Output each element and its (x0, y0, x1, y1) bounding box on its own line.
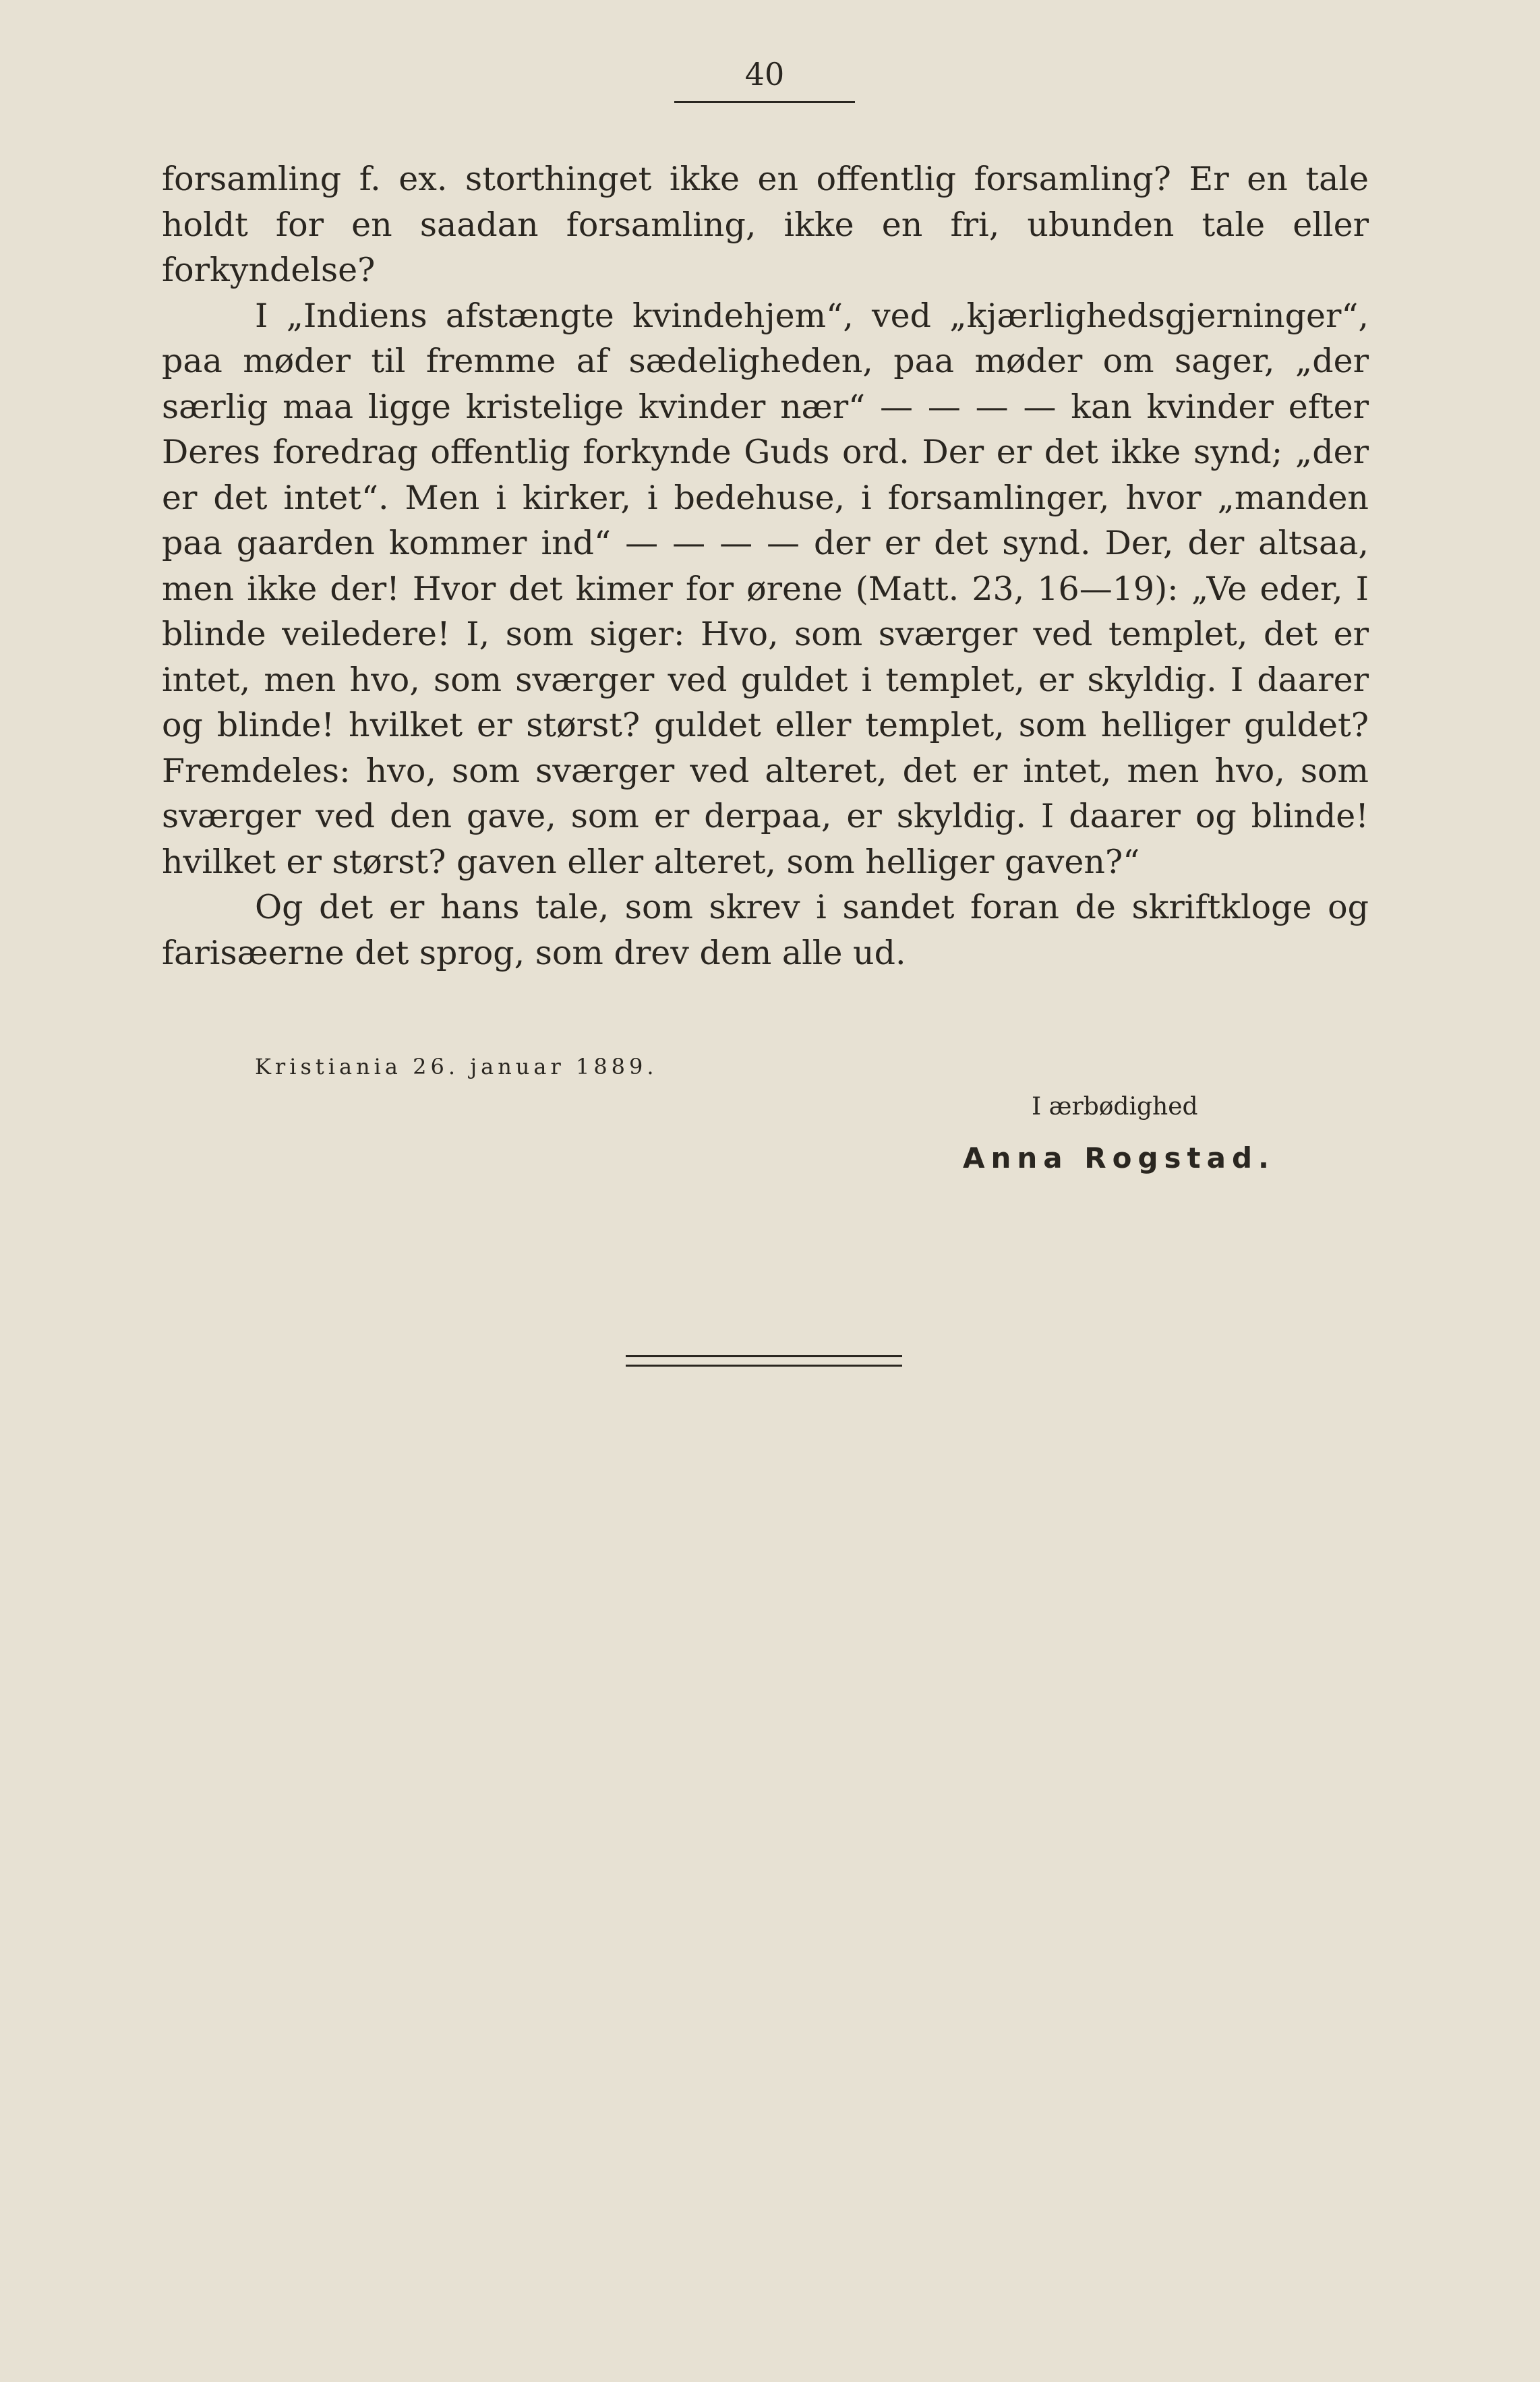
author-signature: Anna Rogstad. (963, 1141, 1275, 1174)
divider-rule-bottom (626, 1365, 902, 1367)
paragraph-2: I „Indiens afstængte kvindehjem“, ved „kjærlighedsgjerninger“, paa møder til fremme af sædeligheden, paa møder om sager, „der særlig maa ligge kristelige kvinder nær“ — — — — kan kvinder efter Deres foredrag offentlig forkynde Guds ord. Der er det ikke synd; „der er det intet“. Men i kirker, i bedehuse, i forsamlinger, hvor „manden paa gaarden kommer ind“ — — — — der er det synd. Der, der altsaa, men ikke der! Hvor det kimer for ørene (Matt. 23, 16—19): „Ve eder, I blinde veiledere! I, som siger: Hvo, som sværger ved templet, det er intet, men hvo, som sværger ved guldet i templet, er skyldig. I daarer og blinde! hvilket er størst? guldet eller templet, som helliger guldet? Fremdeles: hvo, som sværger ved alteret, det er intet, men hvo, som sværger ved den gave, som er derpaa, er skyldig. I daarer og blinde! hvilket er størst? gaven eller alteret, som helliger gaven?“ (162, 296, 1369, 881)
paragraph-3: Og det er hans tale, som skrev i sandet foran de skriftkloge og farisæerne det sprog, som drev dem alle ud. (162, 888, 1369, 972)
page-number: 40 (744, 56, 785, 92)
body-text (162, 156, 1369, 976)
place-date: Kristiania 26. januar 1889. (255, 1054, 658, 1079)
page-number-rule (674, 101, 855, 103)
closing-greeting: I ærbødighed (1032, 1093, 1198, 1121)
divider-rule-top (626, 1355, 902, 1357)
paragraph-1: forsamling f. ex. storthinget ikke en offentlig forsamling? Er en tale holdt for en saadan forsamling, ikke en fri, ubunden tale eller forkyndelse? (162, 160, 1369, 289)
